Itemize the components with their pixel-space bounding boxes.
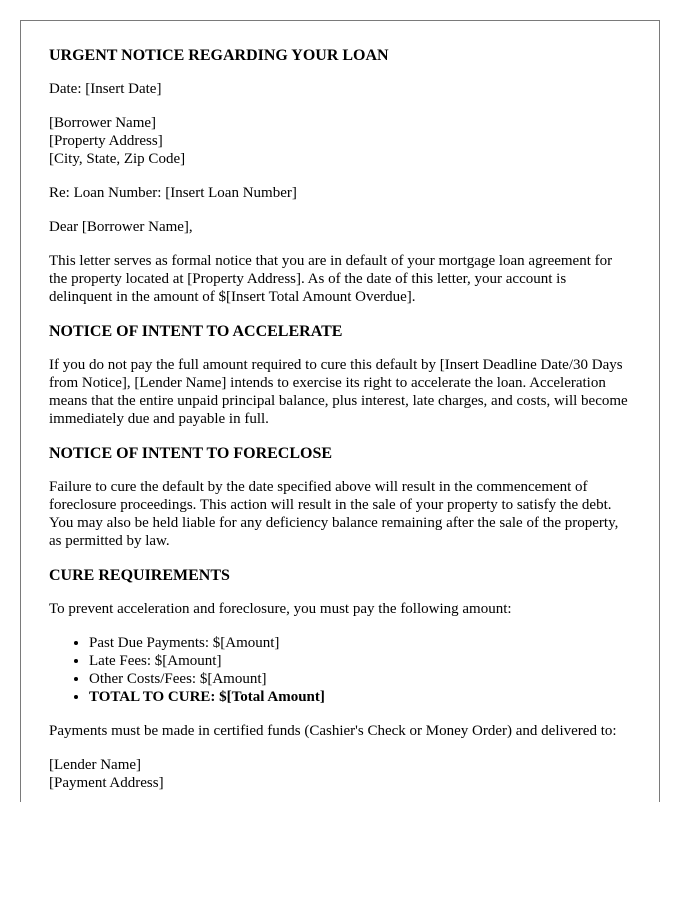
list-item-total: • TOTAL TO CURE: $[Total Amount]: [89, 688, 631, 706]
list-item: • Past Due Payments: $[Amount]: [89, 634, 631, 652]
list-item: • Late Fees: $[Amount]: [89, 652, 631, 670]
foreclose-paragraph: Failure to cure the default by the date specified above will result in the commencement of foreclosure proceedings. This action will result in the sale of your property to satisfy the debt. You may also be held liable for any deficiency balance remaining after the sale of the property, as permitted by law.: [49, 479, 619, 549]
salutation: Dear [Borrower Name],: [49, 219, 193, 235]
city-state-zip: [City, State, Zip Code]: [49, 151, 186, 167]
borrower-address-block: [49, 114, 631, 168]
cure-heading: CURE REQUIREMENTS: [49, 567, 230, 584]
cure-paragraph: To prevent acceleration and foreclosure, you must pay the following amount:: [49, 601, 512, 617]
lender-name: [Lender Name]: [49, 757, 142, 773]
accelerate-heading: NOTICE OF INTENT TO ACCELERATE: [49, 323, 343, 340]
property-address: [Property Address]: [49, 133, 163, 149]
accelerate-paragraph: If you do not pay the full amount required to cure this default by [Insert Deadline Date/30 Days from Notice], [Lender Name] intends to exercise its right to accelerate the loan. Acceleration means that the entire unpaid principal balance, plus interest, late charges, and costs, will become immediately due and payable in full.: [49, 357, 628, 427]
borrower-name: [Borrower Name]: [49, 115, 157, 131]
foreclose-heading: NOTICE OF INTENT TO FORECLOSE: [49, 445, 333, 462]
cure-amount-list: [49, 634, 631, 706]
intro-paragraph: This letter serves as formal notice that you are in default of your mortgage loan agreement for the property located at [Property Address]. As of the date of this letter, your account is delinquent in the amount of $[Insert Total Amount Overdue].: [49, 253, 613, 305]
payment-instructions: Payments must be made in certified funds (Cashier's Check or Money Order) and delivered to:: [49, 723, 617, 739]
letter-title: URGENT NOTICE REGARDING YOUR LOAN: [49, 47, 389, 64]
payment-address: [Payment Address]: [49, 775, 164, 791]
date-line: Date: [Insert Date]: [49, 81, 162, 97]
letter-page: [20, 20, 660, 802]
letter-content: [21, 21, 659, 792]
list-item: • Other Costs/Fees: $[Amount]: [89, 670, 631, 688]
lender-address-block: [49, 756, 631, 792]
re-line: Re: Loan Number: [Insert Loan Number]: [49, 185, 297, 201]
